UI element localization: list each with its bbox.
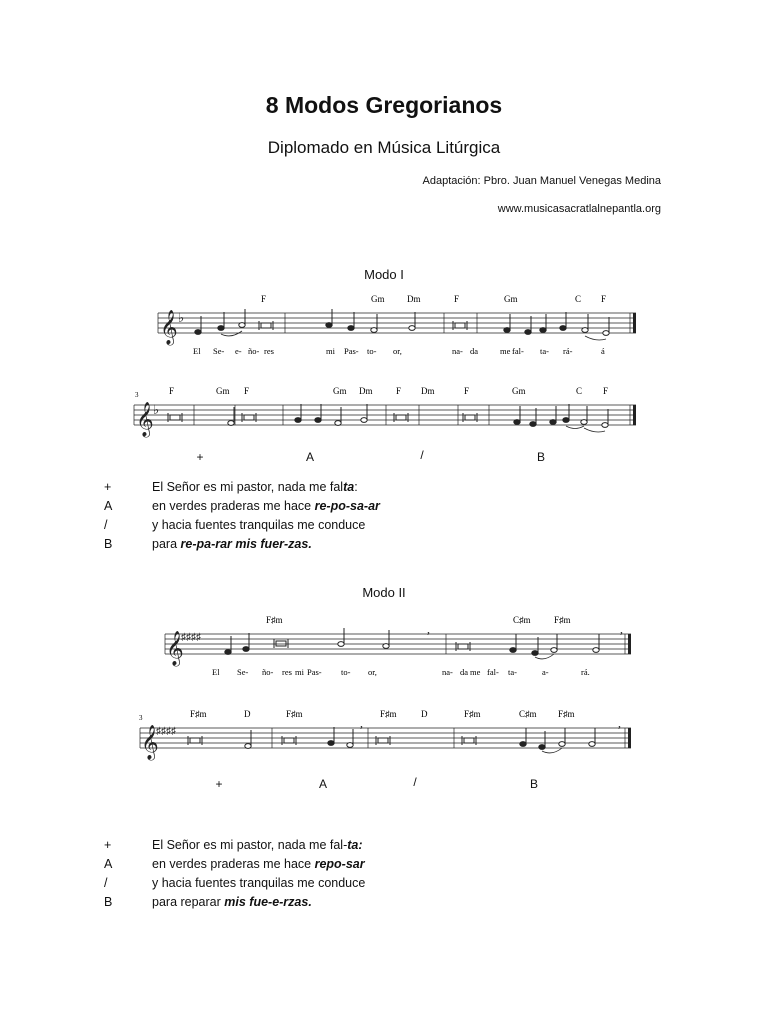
verse-text: en verdes praderas me hace re-po-sa-ar [152, 499, 380, 513]
website-link[interactable]: www.musicasacratlalnepantla.org [497, 203, 661, 215]
verse-line [104, 516, 380, 535]
lyric-syllable: mi [295, 667, 304, 677]
sharp-icon: ♯♯♯♯ [181, 632, 201, 643]
sharp-icon: ♯♯♯♯ [156, 726, 176, 737]
treble-clef-icon: 𝄞 [136, 403, 154, 436]
svg-text:,: , [620, 622, 623, 636]
verse-text: y hacia fuentes tranquilas me conduce [152, 518, 366, 532]
modo-1-staff-1 [158, 309, 636, 346]
verse-text: El Señor es mi pastor, nada me fal-ta: [152, 838, 363, 852]
verse-symbol: A [104, 857, 113, 871]
chord-symbol: Gm [504, 294, 518, 304]
lyric-syllable: á [601, 346, 605, 356]
lyric-syllable: or, [393, 346, 402, 356]
chord-symbol: F [603, 386, 609, 396]
chord-symbol: F [601, 294, 607, 304]
chord-symbol: Dm [421, 386, 435, 396]
modo-2-staff-2 [140, 716, 631, 761]
lyric-syllable: res [264, 346, 274, 356]
verse-line [104, 497, 380, 516]
modo-2-staff-1 [165, 622, 631, 667]
lyric-syllable: Pas- [344, 346, 359, 356]
lyric-syllable: e- [235, 346, 242, 356]
lyric-syllable: na- [442, 667, 453, 677]
modo-1-staff-2-chords [169, 386, 608, 396]
chord-symbol: F♯m [554, 615, 571, 625]
chord-symbol: D [244, 709, 251, 719]
verse-symbol: + [104, 838, 112, 852]
chord-symbol: C♯m [513, 615, 531, 625]
chord-symbol: Gm [216, 386, 230, 396]
chord-symbol: C♯m [519, 709, 537, 719]
svg-text:,: , [618, 716, 621, 730]
chord-symbol: F♯m [558, 709, 575, 719]
marker-plus: + [196, 450, 204, 464]
chord-symbol: F♯m [380, 709, 397, 719]
lyric-syllable: fal- [487, 667, 499, 677]
verse-line [104, 478, 380, 497]
verse-symbol: / [104, 876, 108, 890]
modo-1-staff-1-lyrics [193, 346, 605, 356]
chord-symbol: Dm [407, 294, 421, 304]
chord-symbol: Gm [333, 386, 347, 396]
lyric-syllable: na- [452, 346, 463, 356]
lyric-syllable: da [470, 346, 479, 356]
verse-symbol: B [104, 895, 113, 909]
chord-symbol: F [261, 294, 267, 304]
verse-line [104, 836, 365, 855]
marker-b: B [529, 777, 538, 791]
emphasized-syllables: repo-sar [314, 857, 365, 871]
chord-symbol: F [244, 386, 250, 396]
lyric-syllable: ño- [248, 346, 260, 356]
emphasized-syllables: ta: [347, 838, 363, 852]
lyric-syllable: El [193, 346, 201, 356]
lyric-syllable: Pas- [307, 667, 322, 677]
verse-text: para reparar mis fue-e-rzas. [152, 895, 312, 909]
lyric-syllable: to- [367, 346, 377, 356]
lyric-syllable: me [470, 667, 481, 677]
lyric-syllable: a- [542, 667, 549, 677]
measure-number: 3 [139, 714, 143, 722]
lyric-syllable: ño- [262, 667, 274, 677]
emphasized-syllables: ta [343, 480, 355, 494]
modo-1-heading: Modo I [364, 267, 404, 282]
verse-text: en verdes praderas me hace repo-sar [152, 857, 365, 871]
treble-clef-icon: 𝄞 [166, 632, 184, 665]
verse-symbol: A [104, 499, 113, 513]
lyric-syllable: res [282, 667, 292, 677]
treble-clef-icon: 𝄞 [160, 311, 178, 344]
treble-clef-icon: 𝄞 [141, 726, 159, 759]
page-title: 8 Modos Gregorianos [265, 92, 503, 118]
chord-symbol: F [454, 294, 460, 304]
marker-slash: / [413, 775, 417, 789]
chord-symbol: F♯m [190, 709, 207, 719]
modo-1-staff-2 [134, 402, 636, 438]
lyric-syllable: rá- [563, 346, 573, 356]
marker-a: A [318, 777, 327, 791]
emphasized-syllables: re-pa-rar mis fuer-zas. [180, 537, 312, 551]
marker-slash: / [420, 448, 424, 462]
verse-line [104, 855, 365, 874]
flat-icon: ♭ [178, 310, 185, 325]
lyric-syllable: to- [341, 667, 351, 677]
verse-line [104, 893, 365, 912]
verse-symbol: / [104, 518, 108, 532]
verse-line [104, 874, 365, 893]
modo-1-verses [104, 478, 380, 554]
lyric-syllable: ta- [540, 346, 549, 356]
verse-symbol: B [104, 537, 113, 551]
lyric-syllable: me [500, 346, 511, 356]
lyric-syllable: rá. [581, 667, 590, 677]
modo-2-staff-1-chords [266, 615, 571, 625]
chord-symbol: Gm [512, 386, 526, 396]
svg-text:,: , [427, 622, 430, 636]
chord-symbol: F [464, 386, 470, 396]
marker-plus: + [215, 777, 223, 791]
verse-text: y hacia fuentes tranquilas me conduce [152, 876, 366, 890]
chord-symbol: F [396, 386, 402, 396]
chord-symbol: F [169, 386, 175, 396]
chord-symbol: C [575, 294, 582, 304]
lyric-syllable: fal- [512, 346, 524, 356]
marker-a: A [305, 450, 314, 464]
modo-2-verses [104, 836, 365, 912]
adaptation-credit: Adaptación: Pbro. Juan Manuel Venegas Medina [422, 175, 661, 187]
chord-symbol: D [421, 709, 428, 719]
chord-symbol: Gm [371, 294, 385, 304]
marker-b: B [536, 450, 545, 464]
svg-text:,: , [360, 716, 363, 730]
verse-text: El Señor es mi pastor, nada me falta: [152, 480, 358, 494]
lyric-syllable: da [460, 667, 469, 677]
lyric-syllable: or, [368, 667, 377, 677]
verse-text: para re-pa-rar mis fuer-zas. [152, 537, 312, 551]
emphasized-syllables: re-po-sa-ar [314, 499, 380, 513]
lyric-syllable: Se- [237, 667, 249, 677]
chord-symbol: F♯m [464, 709, 481, 719]
chord-symbol: F♯m [266, 615, 283, 625]
verse-symbol: + [104, 480, 112, 494]
verse-line [104, 535, 380, 554]
modo-1-staff-1-chords [261, 294, 606, 304]
modo-2-staff-2-chords [190, 709, 575, 719]
modo-2-staff-1-lyrics [212, 667, 590, 677]
chord-symbol: F♯m [286, 709, 303, 719]
page-subtitle: Diplomado en Música Litúrgica [267, 138, 501, 157]
chord-symbol: Dm [359, 386, 373, 396]
lyric-syllable: Se- [213, 346, 225, 356]
modo-2-heading: Modo II [362, 585, 406, 600]
flat-icon: ♭ [153, 402, 160, 417]
lyric-syllable: mi [326, 346, 335, 356]
lyric-syllable: ta- [508, 667, 517, 677]
chord-symbol: C [576, 386, 583, 396]
lyric-syllable: El [212, 667, 220, 677]
measure-number: 3 [135, 391, 139, 399]
emphasized-syllables: mis fue-e-rzas. [224, 895, 312, 909]
